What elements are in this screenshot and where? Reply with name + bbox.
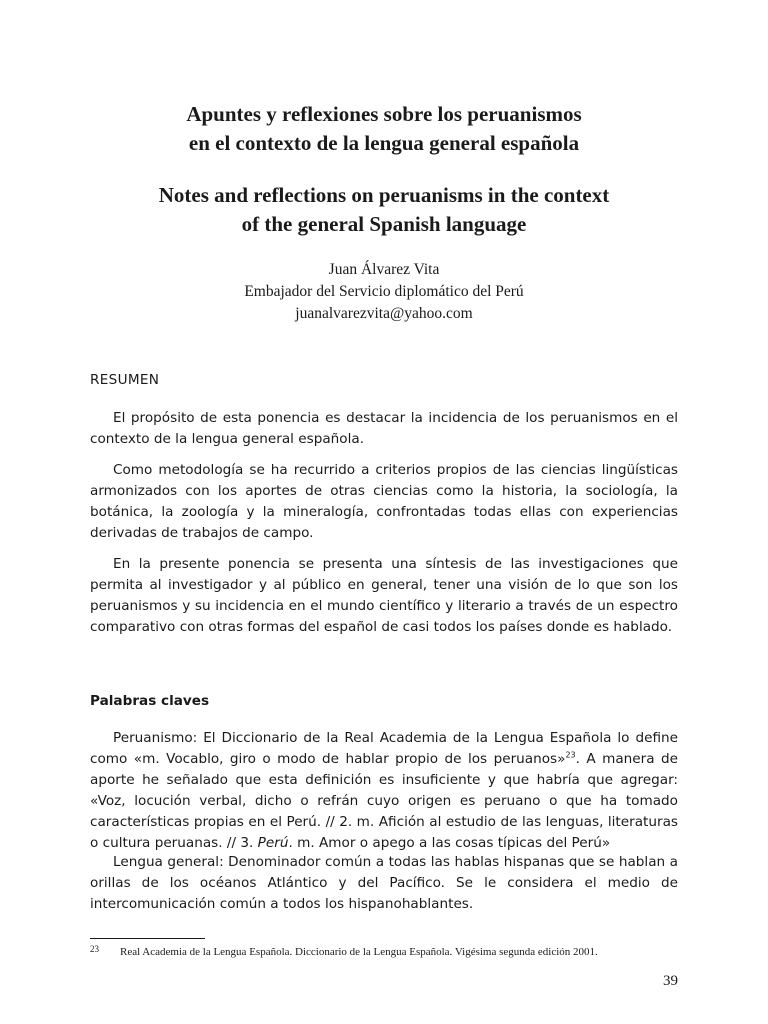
resumen-heading: RESUMEN xyxy=(90,372,160,388)
keywords-heading: Palabras claves xyxy=(90,693,210,709)
footnote-number: 23 xyxy=(90,944,99,954)
keyword-lengua-general-paragraph xyxy=(90,852,678,915)
spanish-title-line-1: Apuntes y reflexiones sobre los peruanismos xyxy=(186,102,582,126)
footnote-divider xyxy=(90,938,205,939)
italic-term: Perú xyxy=(257,835,289,851)
paragraph-text: Lengua general: Denominador común a todas las hablas hispanas que se hablan a orillas de los océanos Atlántico y del Pacífico. Se le considera el medio de intercomunicación común a todos los hispanohablantes. xyxy=(90,854,678,912)
paragraph-text-part: Peruanismo: El Diccionario de la Real Academia de la Lengua Española lo define como «m. Vocablo, giro o modo de hablar propio de los peruanos» xyxy=(90,730,678,767)
english-title-line-2: of the general Spanish language xyxy=(241,212,527,236)
author-email: juanalvarezvita@yahoo.com xyxy=(295,305,473,322)
english-title-line-1: Notes and reflections on peruanisms in the context xyxy=(158,183,610,207)
abstract-paragraph-3 xyxy=(90,554,678,638)
footnote-reference[interactable]: 23 xyxy=(565,750,576,760)
footnote-text: Real Academia de la Lengua Española. Diccionario de la Lengua Española. Vigésima segunda edición 2001. xyxy=(120,946,598,958)
page-number: 39 xyxy=(663,973,678,989)
english-title xyxy=(60,181,708,239)
author-block xyxy=(60,259,708,325)
paragraph-text: El propósito de esta ponencia es destacar la incidencia de los peruanismos en el contexto de la lengua general española. xyxy=(90,410,678,447)
paragraph-text: En la presente ponencia se presenta una síntesis de las investigaciones que permita al investigador y al público en general, tener una visión de lo que son los peruanismos y su incidencia en el mundo científico y literario a través de un espectro comparativo con otras formas del español de casi todos los países donde es hablado. xyxy=(90,556,678,635)
abstract-paragraph-1 xyxy=(90,408,678,450)
author-affiliation: Embajador del Servicio diplomático del Perú xyxy=(244,283,524,300)
paragraph-text: Como metodología se ha recurrido a criterios propios de las ciencias lingüísticas armonizados con los aportes de otras ciencias como la historia, la sociología, la botánica, la zoología y la mineralogía, confrontadas todas ellas con experiencias derivadas de trabajos de campo. xyxy=(90,462,678,541)
paragraph-text-part: . m. Amor o apego a las cosas típicas del Perú» xyxy=(288,835,611,851)
abstract-paragraph-2 xyxy=(90,460,678,544)
spanish-title-line-2: en el contexto de la lengua general española xyxy=(188,131,580,155)
keyword-peruanismo-paragraph xyxy=(90,728,678,854)
paragraph-text-part: . A manera de aporte he señalado que esta definición es insuficiente y que habría que agregar: «Voz, locución verbal, dicho o refrán cuyo origen es peruano o que ha tomado características propias en el Perú. // 2. m. Afición al estudio de las lenguas, literaturas o cultura peruanas. // 3. xyxy=(90,751,678,851)
paragraph-text xyxy=(90,728,678,854)
spanish-title xyxy=(60,100,708,158)
author-name: Juan Álvarez Vita xyxy=(328,261,440,278)
